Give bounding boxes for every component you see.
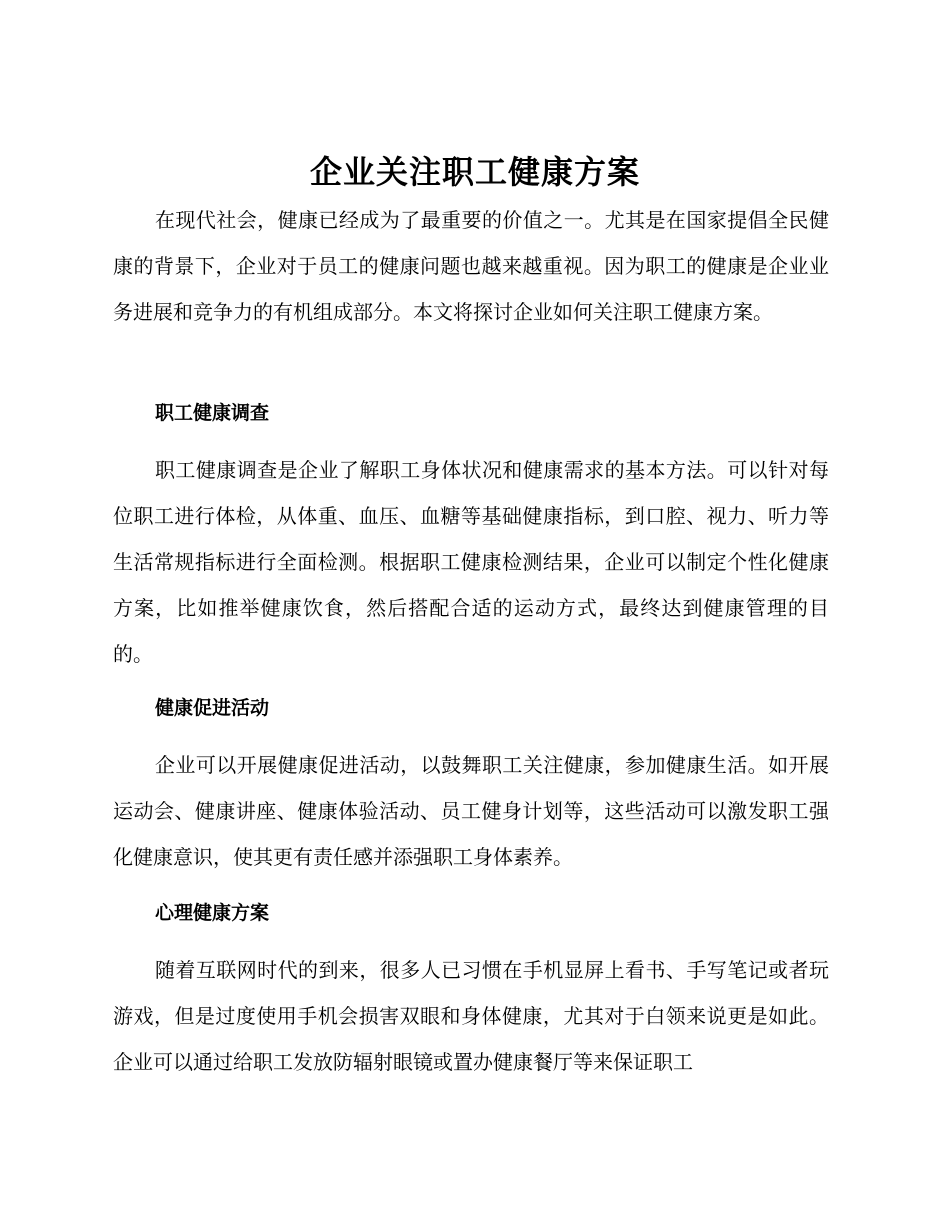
section-body-health-promotion: 企业可以开展健康促进活动，以鼓舞职工关注健康，参加健康生活。如开展运动会、健康讲座、健康体验活动、员工健身计划等，这些活动可以激发职工强化健康意识，使其更有责任感并添强职工身体素养。 xyxy=(113,753,829,869)
section-body-health-survey: 职工健康调查是企业了解职工身体状况和健康需求的基本方法。可以针对每位职工进行体检，从体重、血压、血糖等基础健康指标，到口腔、视力、听力等生活常规指标进行全面检测。根据职工健康检测结果，企业可以制定个性化健康方案，比如推举健康饮食，然后搭配合适的运动方式，最终达到健康管理的目的。 xyxy=(113,458,829,666)
intro-paragraph: 在现代社会，健康已经成为了最重要的价值之一。尤其是在国家提倡全民健康的背景下，企业对于员工的健康问题也越来越重视。因为职工的健康是企业业务进展和竞争力的有机组成部分。本文将探讨企业如何关注职工健康方案。 xyxy=(113,208,829,324)
section-heading-health-survey: 职工健康调查 xyxy=(155,402,270,424)
section-heading-mental-health: 心理健康方案 xyxy=(155,902,270,924)
section-heading-health-promotion: 健康促进活动 xyxy=(155,697,270,719)
section-body-mental-health: 随着互联网时代的到来，很多人已习惯在手机显屏上看书、手写笔记或者玩游戏，但是过度使用手机会损害双眼和身体健康，尤其对于白领来说更是如此。企业可以通过给职工发放防辐射眼镜或置办健康餐厅等来保证职工 xyxy=(113,958,829,1074)
document-title: 企业关注职工健康方案 xyxy=(309,153,640,191)
